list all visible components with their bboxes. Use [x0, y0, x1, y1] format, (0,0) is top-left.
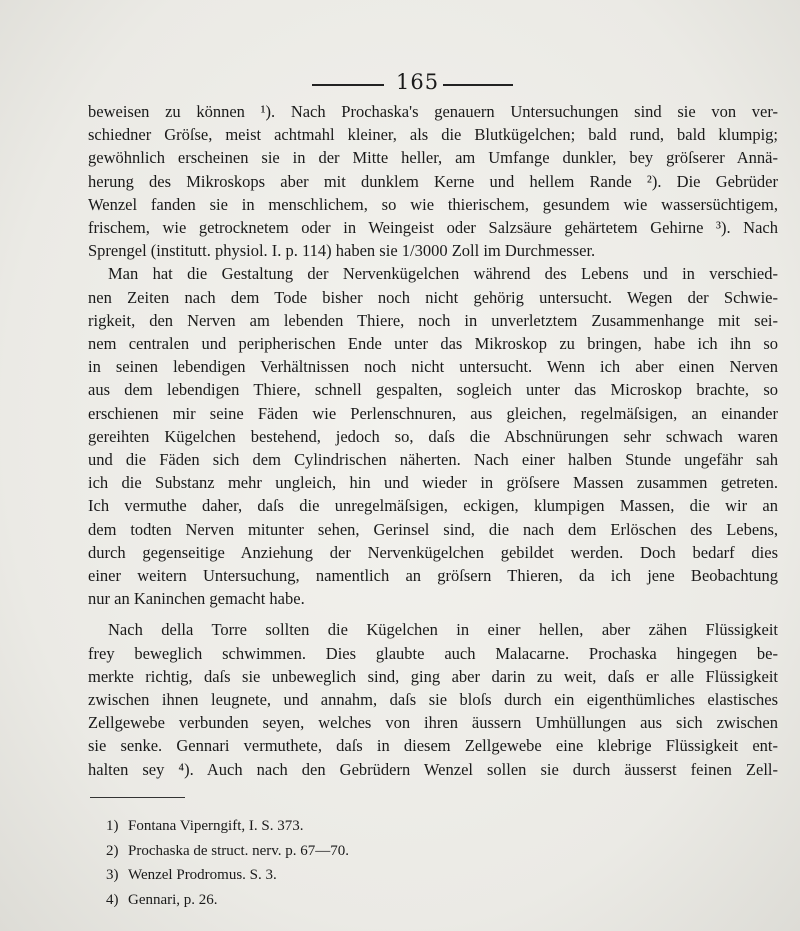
page-number: 165 [396, 70, 440, 94]
footnote-text: Wenzel Prodromus. S. 3. [128, 867, 277, 883]
text-line: herung des Mikroskops aber mit dunklem Kerne und hellem Rande ²). Die Gebrüder [88, 171, 778, 191]
text-line: Nach della Torre sollten die Kügelchen in einer hellen, aber zähen Flüssigkeit [108, 620, 778, 640]
text-line: Man hat die Gestaltung der Nervenkügelchen während des Lebens und in verschied- [108, 264, 778, 284]
text-line: dem todten Nerven mitunter sehen, Gerinsel sind, die nach dem Erlöschen des Lebens, [88, 519, 778, 539]
text-line: Ich vermuthe daher, daſs die unregelmäſsigen, eckigen, klumpigen Massen, die wir an [88, 496, 778, 516]
text-line: Wenzel fanden sie in menschlichem, so wie thierischem, gesundem wie wassersüchtigem, [88, 194, 778, 214]
header-rule-right [443, 84, 513, 86]
footnote-text: Prochaska de struct. nerv. p. 67—70. [128, 842, 350, 859]
text-line: aus dem lebendigen Thiere, schnell gespalten, sogleich unter das Microskop brachte, so [88, 380, 778, 400]
footnote-mark: 2) [106, 842, 119, 859]
footnote-text: Gennari, p. 26. [128, 891, 218, 908]
footnote-mark: 1) [106, 818, 119, 834]
body-text [88, 100, 778, 781]
text-line: gewöhnlich erscheinen sie in der Mitte heller, am Umfange dunkler, bey gröſserer Annä- [88, 148, 778, 168]
footnote-mark: 4) [106, 891, 119, 908]
text-line: nur an Kaninchen gemacht habe. [88, 589, 305, 609]
footnote [106, 863, 349, 888]
footnote [106, 888, 349, 913]
text-line: rigkeit, den Nerven am lebenden Thiere, noch in unverletztem Zusammenhange mit sei- [88, 310, 778, 330]
text-line: erschienen mir seine Fäden wie Perlenschnuren, aus gleichen, regelmäſsigen, an einander [88, 403, 778, 423]
text-line: gereihten Kügelchen bestehend, jedoch so, daſs die Abschnürungen sehr schwach waren [88, 426, 778, 446]
footnote-divider [90, 797, 185, 798]
text-line: zwischen ihnen leugnete, und annahm, daſs sie bloſs durch ein eigenthümliches elastisches [88, 690, 778, 710]
text-line: schiedner Gröſse, meist achtmahl kleiner, als die Blutkügelchen; bald rund, bald klumpig; [88, 125, 778, 145]
text-line: Zellgewebe verbunden seyen, welches von ihren äussern Umhüllungen aus sich zwischen [88, 713, 778, 733]
text-line: nen Zeiten nach dem Tode bisher noch nicht gehörig untersucht. Wegen der Schwie- [88, 287, 778, 307]
text-line: sie senke. Gennari vermuthete, daſs in diesem Zellgewebe eine klebrige Flüssigkeit ent- [88, 736, 778, 756]
page-header [0, 68, 800, 98]
text-line: Sprengel (institutt. physiol. I. p. 114) haben sie 1/3000 Zoll im Durchmesser. [88, 241, 596, 261]
text-line: frischem, wie getrocknetem oder in Weingeist oder Salzsäure gehärtetem Gehirne ³). Nach [88, 218, 778, 238]
text-line: merkte richtig, daſs sie unbeweglich sind, ging aber darin zu weit, daſs er alle Flüssigkeit [88, 666, 778, 686]
text-line: halten sey ⁴). Auch nach den Gebrüdern Wenzel sollen sie durch äusserst feinen Zell- [88, 759, 778, 779]
paragraph-3 [88, 618, 778, 780]
text-line: ich die Substanz mehr ungleich, hin und wieder in gröſsere Massen zusammen getreten. [88, 473, 778, 493]
text-line: beweisen zu können ¹). Nach Prochaska's genauern Untersuchungen sind sie von ver- [88, 102, 778, 121]
text-line: und die Fäden sich dem Cylindrischen näherten. Nach einer halben Stunde ungefähr sah [88, 450, 778, 470]
footnote-mark: 3) [106, 867, 119, 883]
text-line: nem centralen und peripherischen Ende unter das Mikroskop zu bringen, habe ich ihn so [88, 334, 778, 354]
footnote [106, 839, 349, 864]
text-line: durch gegenseitige Anziehung der Nervenkügelchen gebildet werden. Doch bedarf dies [88, 542, 778, 562]
footnote [106, 814, 349, 839]
text-line: frey beweglich schwimmen. Dies glaubte auch Malacarne. Prochaska hingegen be- [88, 643, 778, 663]
footnotes [106, 814, 349, 912]
header-rule-left [312, 84, 384, 86]
paragraph-1 [88, 100, 778, 262]
text-line: einer weitern Untersuchung, namentlich an gröſsern Thieren, da ich jene Beobachtung [88, 566, 778, 586]
footnote-text: Fontana Viperngift, I. S. 373. [128, 818, 304, 834]
text-line: in seinen lebendigen Verhältnissen noch nicht untersucht. Wenn ich aber einen Nerven [88, 357, 778, 377]
paragraph-2 [88, 262, 778, 610]
